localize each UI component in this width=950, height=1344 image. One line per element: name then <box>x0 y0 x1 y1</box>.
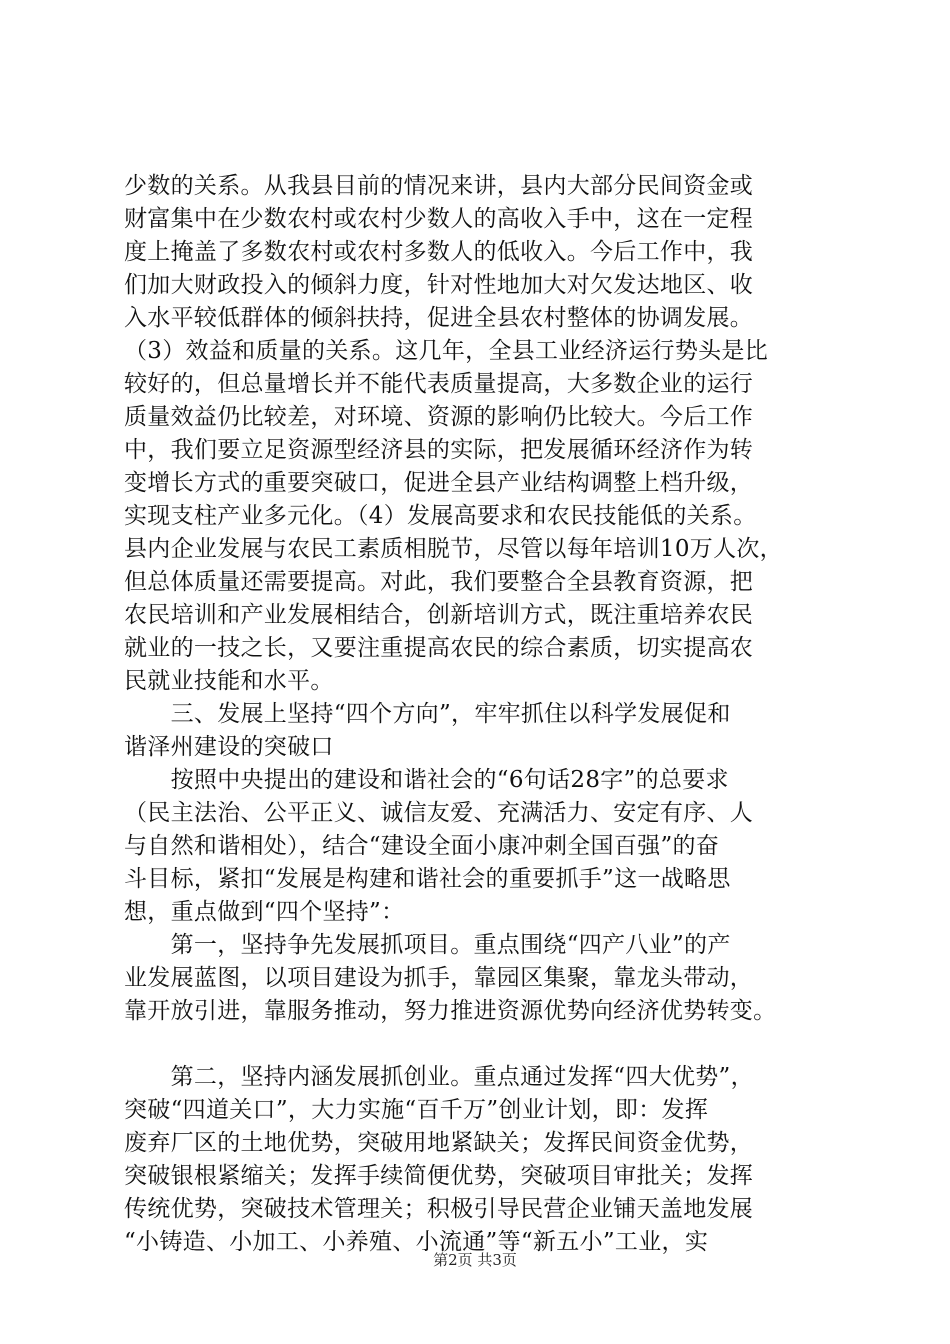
text-line: 中，我们要立足资源型经济县的实际，把发展循环经济作为转 <box>124 437 754 463</box>
text-line: 少数的关系。从我县目前的情况来讲，县内大部分民间资金或 <box>124 173 754 199</box>
text-line: 第一，坚持争先发展抓项目。重点围绕“四产八业”的产 <box>124 932 731 958</box>
text-line: 较好的，但总量增长并不能代表质量提高，大多数企业的运行 <box>124 371 754 397</box>
text-line: （民主法治、公平正义、诚信友爱、充满活力、安定有序、人 <box>124 800 754 826</box>
text-line: 入水平较低群体的倾斜扶持，促进全县农村整体的协调发展。 <box>124 305 754 331</box>
text-line: 但总体质量还需要提高。对此，我们要整合全县教育资源，把 <box>124 569 754 595</box>
text-line: 就业的一技之长，又要注重提高农民的综合素质，切实提高农 <box>124 635 754 661</box>
text-line: 财富集中在少数农村或农村少数人的高收入手中，这在一定程 <box>124 206 754 232</box>
blank-line <box>124 1028 840 1061</box>
text-line: 传统优势，突破技术管理关；积极引导民营企业铺天盖地发展 <box>124 1196 754 1222</box>
text-line: 实现支柱产业多元化。（4）发展高要求和农民技能低的关系。 <box>124 503 757 529</box>
text-line: 想，重点做到“四个坚持”： <box>124 899 405 925</box>
page-number-label: 第2页 共3页 <box>433 1251 517 1269</box>
text-line: 按照中央提出的建设和谐社会的“6句话28字”的总要求 <box>124 767 729 793</box>
text-line: 业发展蓝图，以项目建设为抓手，靠园区集聚，靠龙头带动， <box>124 965 754 991</box>
text-line: 民就业技能和水平。 <box>124 668 334 694</box>
text-line: 变增长方式的重要突破口，促进全县产业结构调整上档升级， <box>124 470 754 496</box>
text-line: 废弃厂区的土地优势，突破用地紧缺关；发挥民间资金优势， <box>124 1130 754 1156</box>
text-line: 第二，坚持内涵发展抓创业。重点通过发挥“四大优势”， <box>124 1064 754 1090</box>
text-line: 们加大财政投入的倾斜力度，针对性地加大对欠发达地区、收 <box>124 272 754 298</box>
text-line: 靠开放引进，靠服务推动，努力推进资源优势向经济优势转变。 <box>124 998 777 1024</box>
text-line: 度上掩盖了多数农村或农村多数人的低收入。今后工作中，我 <box>124 239 754 265</box>
text-line: “小铸造、小加工、小养殖、小流通”等“新五小”工业，实 <box>124 1229 709 1255</box>
text-line: （3）效益和质量的关系。这几年，全县工业经济运行势头是比 <box>124 338 769 364</box>
text-line: 县内企业发展与农民工素质相脱节，尽管以每年培训10万人次， <box>124 536 783 562</box>
text-line: 突破“四道关口”，大力实施“百千万”创业计划，即：发挥 <box>124 1097 709 1123</box>
section-heading-line: 三、发展上坚持“四个方向”，牢牢抓住以科学发展促和 <box>124 701 731 727</box>
text-line: 农民培训和产业发展相结合，创新培训方式，既注重培养农民 <box>124 602 754 628</box>
body-text <box>124 170 840 1259</box>
text-line: 斗目标，紧扣“发展是构建和谐社会的重要抓手”这一战略思 <box>124 866 731 892</box>
page-footer <box>0 1250 950 1270</box>
text-line: 质量效益仍比较差，对环境、资源的影响仍比较大。今后工作 <box>124 404 754 430</box>
text-line: 突破银根紧缩关；发挥手续简便优势，突破项目审批关；发挥 <box>124 1163 754 1189</box>
section-heading-line: 谐泽州建设的突破口 <box>124 734 334 760</box>
text-line: 与自然和谐相处），结合“建设全面小康冲刺全国百强”的奋 <box>124 833 720 859</box>
